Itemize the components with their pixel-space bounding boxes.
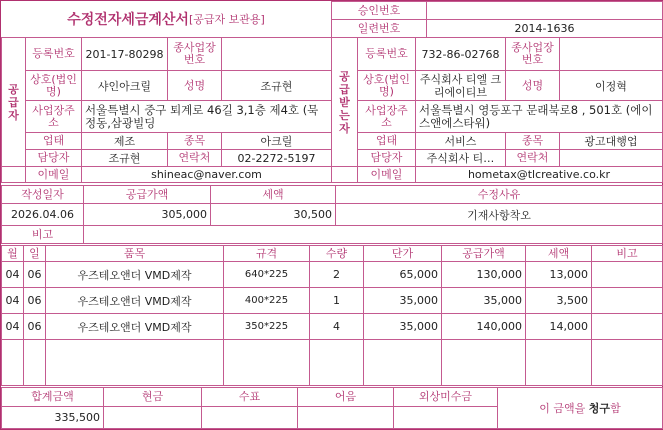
item-qty: 2 — [310, 262, 364, 288]
supplier-rep-label: 성명 — [168, 71, 222, 101]
supplier-reg-label: 등록번호 — [26, 38, 82, 71]
item-tax: 13,000 — [526, 262, 592, 288]
credit-amount — [394, 407, 498, 429]
item-name: 우즈테오앤더 VMD제작 — [46, 262, 224, 288]
supplier-name: 샤인아크릴 — [82, 71, 168, 101]
table-row — [2, 262, 663, 288]
supplier-manager: 조규현 — [82, 150, 168, 167]
issue-date: 2026.04.06 — [2, 204, 84, 226]
item-supply — [442, 340, 526, 386]
col-qty: 수량 — [310, 246, 364, 262]
buyer-sub-label: 종사업장번호 — [506, 38, 560, 71]
supplier-contact-label: 연락처 — [168, 150, 222, 167]
bill-amount — [298, 407, 394, 429]
tax-total: 30,500 — [211, 204, 336, 226]
item-month: 04 — [2, 314, 24, 340]
buyer-addr: 서울특별시 영등포구 문래북로8 , 501호 (에이스앤에스타워) — [416, 101, 663, 133]
serial-label: 일련번호 — [332, 20, 427, 38]
item-note — [592, 340, 663, 386]
buyer-contact-label: 연락처 — [506, 150, 560, 167]
buyer-addr-label: 사업장주소 — [358, 101, 416, 133]
invoice-title — [1, 1, 332, 38]
buyer-item: 광고대행업 — [560, 133, 663, 150]
item-tax: 3,500 — [526, 288, 592, 314]
buyer-side-spacer — [332, 167, 358, 183]
item-supply: 35,000 — [442, 288, 526, 314]
buyer-type-label: 업태 — [358, 133, 416, 150]
table-row — [2, 314, 663, 340]
buyer-manager-label: 담당자 — [358, 150, 416, 167]
reason-label: 수정사유 — [336, 186, 663, 204]
supplier-sub-no — [222, 38, 332, 71]
item-spec: 640*225 — [224, 262, 310, 288]
supplier-type: 제조 — [82, 133, 168, 150]
buyer-contact — [560, 150, 663, 167]
col-tax: 세액 — [526, 246, 592, 262]
supplier-side-label: 공급자 — [2, 38, 26, 167]
totals-table — [1, 387, 663, 429]
note-label: 비고 — [2, 226, 84, 244]
supplier-side-spacer — [2, 167, 26, 183]
subtitle-text: [공급자 보관용] — [188, 13, 265, 26]
supplier-type-label: 업태 — [26, 133, 82, 150]
item-supply: 140,000 — [442, 314, 526, 340]
buyer-sub-no — [560, 38, 663, 71]
buyer-reg-label: 등록번호 — [358, 38, 416, 71]
item-price: 35,000 — [364, 314, 442, 340]
total-amount: 335,500 — [2, 407, 104, 429]
supplier-rep: 조규현 — [222, 71, 332, 101]
note-value — [84, 226, 663, 244]
date-label: 작성일자 — [2, 186, 84, 204]
item-tax: 14,000 — [526, 314, 592, 340]
supplier-reg-no: 201-17-80298 — [82, 38, 168, 71]
col-month: 월 — [2, 246, 24, 262]
supplier-manager-label: 담당자 — [26, 150, 82, 167]
total-label: 합계금액 — [2, 388, 104, 407]
check-label: 수표 — [202, 388, 298, 407]
buyer-name: 주식회사 티엘 크리에이티브 — [416, 71, 506, 101]
approval-value — [427, 2, 663, 20]
buyer-manager: 주식회사 티… — [416, 150, 506, 167]
supply-total: 305,000 — [84, 204, 211, 226]
approval-table — [331, 1, 663, 38]
item-note — [592, 314, 663, 340]
item-note — [592, 288, 663, 314]
buyer-email: hometax@tlcreative.co.kr — [416, 167, 663, 183]
approval-label: 승인번호 — [332, 2, 427, 20]
claim-text — [498, 388, 663, 429]
revision-reason: 기재사항착오 — [336, 204, 663, 226]
claim-prefix: 이 금액을 — [539, 402, 586, 415]
supplier-email: shineac@naver.com — [82, 167, 332, 183]
supplier-table — [1, 37, 332, 183]
item-month: 04 — [2, 262, 24, 288]
supplier-sub-label: 종사업장번호 — [168, 38, 222, 71]
supplier-item: 아크릴 — [222, 133, 332, 150]
bill-label: 어음 — [298, 388, 394, 407]
item-day — [24, 340, 46, 386]
item-spec: 350*225 — [224, 314, 310, 340]
buyer-item-label: 종목 — [506, 133, 560, 150]
cash-label: 현금 — [104, 388, 202, 407]
item-day: 06 — [24, 262, 46, 288]
buyer-reg-no: 732-86-02768 — [416, 38, 506, 71]
item-price: 35,000 — [364, 288, 442, 314]
item-name: 우즈테오앤더 VMD제작 — [46, 314, 224, 340]
buyer-email-label: 이메일 — [358, 167, 416, 183]
tax-total-label: 세액 — [211, 186, 336, 204]
supplier-contact: 02-2272-5197 — [222, 150, 332, 167]
supply-total-label: 공급가액 — [84, 186, 211, 204]
table-row — [2, 288, 663, 314]
buyer-rep-label: 성명 — [506, 71, 560, 101]
item-day: 06 — [24, 288, 46, 314]
item-qty: 4 — [310, 314, 364, 340]
item-spec — [224, 340, 310, 386]
col-supply: 공급가액 — [442, 246, 526, 262]
supplier-name-label: 상호(법인명) — [26, 71, 82, 101]
claim-suffix: 함 — [610, 402, 621, 415]
col-price: 단가 — [364, 246, 442, 262]
item-qty — [310, 340, 364, 386]
summary-table — [1, 185, 663, 244]
item-month — [2, 340, 24, 386]
item-price: 65,000 — [364, 262, 442, 288]
item-tax — [526, 340, 592, 386]
item-day: 06 — [24, 314, 46, 340]
supplier-item-label: 종목 — [168, 133, 222, 150]
item-month: 04 — [2, 288, 24, 314]
item-price — [364, 340, 442, 386]
buyer-table — [331, 37, 663, 183]
col-day: 일 — [24, 246, 46, 262]
col-spec: 규격 — [224, 246, 310, 262]
supplier-addr: 서울특별시 중구 퇴계로 46길 3,1층 제4호 (묵정동,삼광빌딩 — [82, 101, 332, 133]
supplier-addr-label: 사업장주소 — [26, 101, 82, 133]
item-note — [592, 262, 663, 288]
buyer-type: 서비스 — [416, 133, 506, 150]
claim-word: 청구 — [588, 402, 611, 415]
buyer-side-label: 공급받는자 — [332, 38, 358, 167]
serial-value: 2014-1636 — [427, 20, 663, 38]
supplier-email-label: 이메일 — [26, 167, 82, 183]
buyer-rep: 이정혁 — [560, 71, 663, 101]
item-name — [46, 340, 224, 386]
table-row — [2, 340, 663, 386]
item-name: 우즈테오앤더 VMD제작 — [46, 288, 224, 314]
buyer-name-label: 상호(법인명) — [358, 71, 416, 101]
col-note: 비고 — [592, 246, 663, 262]
check-amount — [202, 407, 298, 429]
cash-amount — [104, 407, 202, 429]
item-qty: 1 — [310, 288, 364, 314]
title-text: 수정전자세금계산서 — [67, 12, 189, 28]
item-spec: 400*225 — [224, 288, 310, 314]
item-supply: 130,000 — [442, 262, 526, 288]
credit-label: 외상미수금 — [394, 388, 498, 407]
items-table — [1, 245, 663, 386]
col-name: 품목 — [46, 246, 224, 262]
